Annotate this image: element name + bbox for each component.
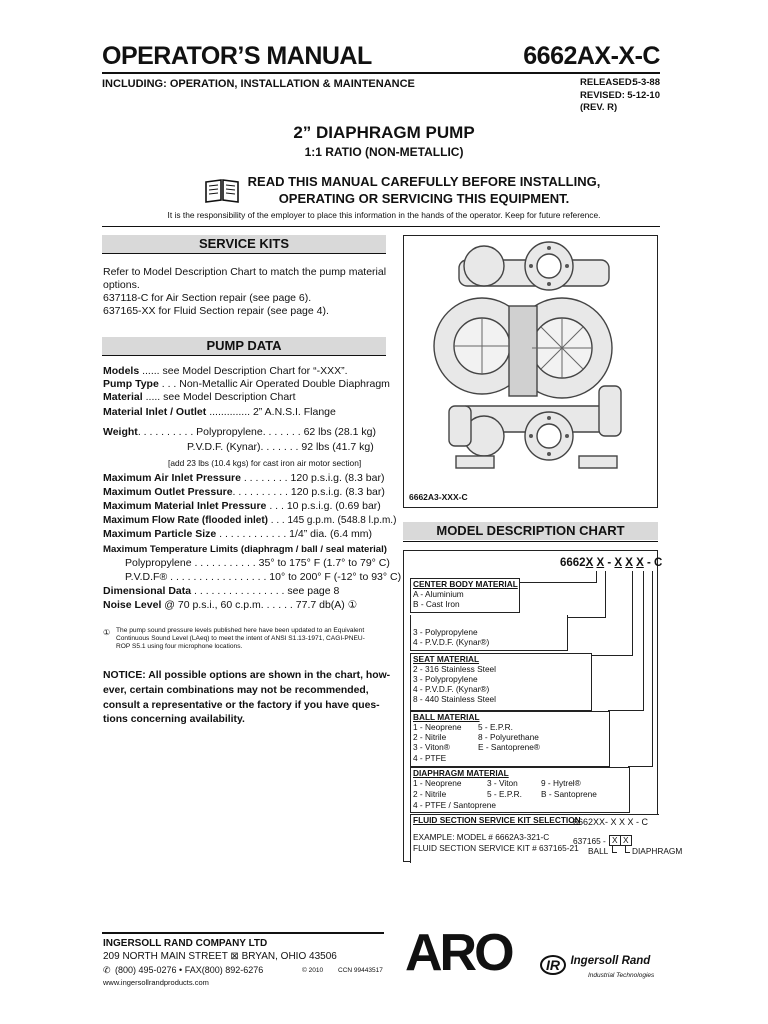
connector-fluid-h [566,617,606,618]
pump-image-frame [403,235,658,508]
warning-note: It is the responsibility of the employer to place this information in the hands of the operator. Keep for future reference. [167,210,601,220]
connector-seat [632,571,633,656]
connector-seat-h [590,655,633,656]
pump-image-caption: 6662A3-XXX-C [409,492,468,502]
pump-illustration [404,236,657,507]
notice-line-3: consult a representative or the factory if you have ques- [103,700,380,711]
center-body-material-box: CENTER BODY MATERIAL A - Aluminium B - Cast Iron [410,578,520,613]
spec-temp-pvdf: P.V.D.F® . . . . . . . . . . . . . . . . . 10° to 200° F (-12° to 93° C) [125,571,402,583]
spec-outlet-pressure: Maximum Outlet Pressure. . . . . . . . . . 120 p.s.i.g. (8.3 bar) [103,486,385,498]
warning-line-1: READ THIS MANUAL CAREFULLY BEFORE INSTALLING, [247,174,601,189]
connector-fluid [605,571,606,618]
pump-data-rule [102,355,386,356]
released-label: RELEASED: [580,77,635,88]
warning-rule [102,226,660,227]
footnote-line-3: ROP S5.1 using four microphone locations. [116,643,243,650]
spec-pump-type: Pump Type . . . Non-Metallic Air Operated Double Diaphragm [103,378,390,390]
service-kits-line-1: Refer to Model Description Chart to match the pump material [103,266,387,278]
footnote-line-2: Continuous Sound Level (LAeq) to meet the intent of ANSI S1.13-1971, CAGI-PNEU- [116,635,365,642]
spec-temp-pp: Polypropylene . . . . . . . . . . . 35° to 175° F (1.7° to 79° C) [125,557,390,569]
document-title: OPERATOR’S MANUAL [102,42,372,70]
model-number: 6662AX-X-C [523,42,660,70]
service-kits-line-4: 637165-XX for Fluid Section repair (see page 4). [103,305,329,317]
model-chart-rule [403,541,658,542]
model-chart-heading: MODEL DESCRIPTION CHART [403,522,658,540]
diaphragm-material-box: DIAPHRAGM MATERIAL 1 - Neoprene 2 - Nitrile 4 - PTFE / Santoprene 3 - Viton 5 - E.P.R. 9 - Hytrel® B - Santoprene [410,767,630,813]
ball-material-box: BALL MATERIAL 1 - Neoprene 2 - Nitrile 3 - Viton® 4 - PTFE 5 - E.P.R. 8 - Polyurethane E - Santoprene® [410,711,610,767]
footer-copyright: © 2010 [302,967,324,974]
spec-material-inlet: Maximum Material Inlet Pressure . . . 10 p.s.i.g. (0.69 bar) [103,500,381,512]
document-subtitle: INCLUDING: OPERATION, INSTALLATION & MAINTENANCE [102,78,415,90]
revision-code: (REV. R) [580,102,618,113]
product-ratio: 1:1 RATIO (NON-METALLIC) [304,145,464,159]
footer-company: INGERSOLL RAND COMPANY LTD [103,938,268,949]
revised-label: REVISED: [580,90,625,101]
spec-models: Models ...... see Model Description Chart for “-XXX”. [103,365,348,377]
released-value: 5-3-88 [632,77,660,88]
fluid-kit-selection-box: FLUID SECTION SERVICE KIT SELECTION 6662XX- X X X - C EXAMPLE: MODEL # 6662A3-321-C FLUID SECTION SERVICE KIT # 637165-21 637165 - X X BALL DIAPHRAGM [410,814,659,863]
seat-material-box: SEAT MATERIAL 2 - 316 Stainless Steel 3 - Polypropylene 4 - P.V.D.F. (Kynar®) 8 - 440 Stainless Steel [410,653,592,711]
revised-value: 5-12-10 [627,90,660,101]
notice-line-1: NOTICE: All possible options are shown in the chart, how- [103,670,391,681]
product-name: 2” DIAPHRAGM PUMP [293,123,475,142]
connector-diaphragm-h [628,766,653,767]
service-kits-rule [102,253,386,254]
footnote-marker: ① [103,628,111,637]
spec-flow-rate: Maximum Flow Rate (flooded inlet) . . . 145 g.p.m. (548.8 l.p.m.) [103,515,397,526]
service-kits-line-2: options. [103,279,140,291]
ir-tagline: Industrial Technologies [588,972,655,979]
pump-data-heading: PUMP DATA [102,337,386,355]
notice-line-4: tions concerning availability. [103,714,245,725]
connector-ball [643,571,644,711]
service-kits-heading: SERVICE KITS [102,235,386,253]
connector-diaphragm [652,571,653,767]
spec-dimensional: Dimensional Data . . . . . . . . . . . . . . . . see page 8 [103,585,340,597]
spec-noise: Noise Level @ 70 p.s.i., 60 c.p.m. . . . . . 77.7 db(A) ① [103,599,358,611]
spec-particle-size: Maximum Particle Size . . . . . . . . . . . . 1/4” dia. (6.4 mm) [103,528,373,540]
spec-temp-heading: Maximum Temperature Limits (diaphragm / ball / seal material) [103,544,387,555]
spec-weight: Weight. . . . . . . . . . Polypropylene. . . . . . . 62 lbs (28.1 kg) [103,426,376,438]
footer-address: 209 NORTH MAIN STREET ⊠ BRYAN, OHIO 43506 [103,951,337,962]
ir-logo-name: Ingersoll Rand [570,955,651,967]
spec-air-inlet: Maximum Air Inlet Pressure . . . . . . . . 120 p.s.i.g. (8.3 bar) [103,472,385,484]
header-rule [102,72,660,74]
kit-box-diaphragm: X [620,835,632,846]
fluidcap-material-box: 3 - Polypropylene 4 - P.V.D.F. (Kynar®) [410,615,568,651]
spec-weight-pvdf: P.V.D.F. (Kynar). . . . . . . 92 lbs (41.7 kg) [187,441,374,453]
connector-center-h [518,582,597,583]
notice-line-2: ever, certain combinations may not be recommended, [103,685,369,696]
footer-rule [102,932,384,934]
footer-website: www.ingersollrandproducts.com [103,978,209,987]
spec-weight-note: [add 23 lbs (10.4 kgs) for cast iron air motor section] [168,458,362,468]
kit-box-ball: X [609,835,621,846]
footer-ccn: CCN 99443517 [338,967,383,974]
phone-icon: ✆ [103,965,111,975]
aro-logo: ARO [405,924,512,982]
ir-logo-mark: IR [540,955,566,975]
warning-line-2: OPERATING OR SERVICING THIS EQUIPMENT. [278,191,570,206]
connector-ball-h [608,710,644,711]
spec-material: Material ..... see Model Description Chart [103,391,296,403]
service-kits-line-3: 637118-C for Air Section repair (see page 6). [103,292,312,304]
footnote-line-1: The pump sound pressure levels published here have been updated to an Equivalent [116,627,365,634]
footer-phone: (800) 495-0276 • FAX(800) 892-6276 [115,965,264,975]
spec-inlet-outlet: Material Inlet / Outlet .............. 2” A.N.S.I. Flange [103,406,336,418]
kit-ball-connector [612,845,617,853]
model-code: 6662X X - X X X - C [560,557,663,569]
